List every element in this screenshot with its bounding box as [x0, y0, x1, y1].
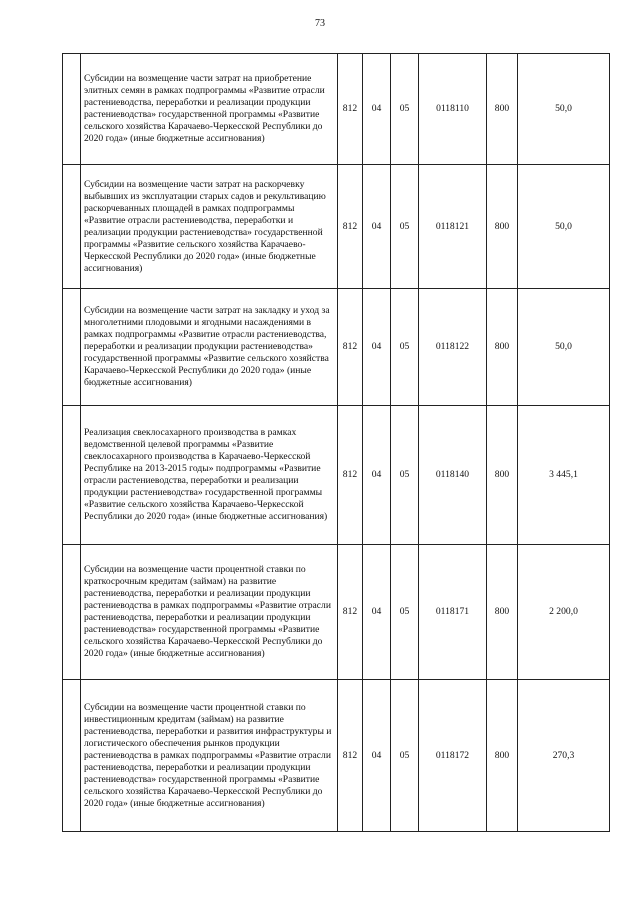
- table-row: [63, 289, 610, 406]
- section-code: 04: [363, 545, 391, 680]
- table-body: [63, 54, 610, 832]
- amount: 50,0: [518, 289, 610, 406]
- amount: 50,0: [518, 165, 610, 289]
- expense-type-code: 800: [487, 406, 518, 545]
- blank-cell: [63, 545, 81, 680]
- subsection-code: 05: [391, 406, 419, 545]
- expense-type-code: 800: [487, 54, 518, 165]
- table-row: [63, 545, 610, 680]
- expense-type-code: 800: [487, 165, 518, 289]
- target-article-code: 0118122: [419, 289, 487, 406]
- expense-description: Субсидии на возмещение части затрат на раскорчевку выбывших из эксплуатации старых садов и рекультивацию раскорчеванных площадей в рамках подпрограммы «Развитие отрасли растениеводства, переработки и реализации продукции растениеводства» государственной программы «Развитие сельского хозяйства Карачаево-Черкесской Республики до 2020 года» (иные бюджетные ассигнования): [81, 165, 338, 289]
- expense-description: Субсидии на возмещение части затрат на закладку и уход за многолетними плодовыми и ягодными насаждениями в рамках подпрограммы «Развитие отрасли растениеводства, переработки и реализации продукции растениеводства» государственной программы «Развитие сельского хозяйства Карачаево-Черкесской Республики до 2020 года» (иные бюджетные ассигнования): [81, 289, 338, 406]
- target-article-code: 0118140: [419, 406, 487, 545]
- section-code: 04: [363, 680, 391, 832]
- expense-description: Субсидии на возмещение части процентной ставки по инвестиционным кредитам (займам) на развитие растениеводства, переработки и развития инфраструктуры и логистического обеспечения рынков продукции растениеводства в рамках подпрограммы «Развитие отрасли растениеводства, переработки и реализации продукции растениеводства» государственной программы «Развитие сельского хозяйства Карачаево-Черкесской Республики до 2020 года» (иные бюджетные ассигнования): [81, 680, 338, 832]
- target-article-code: 0118110: [419, 54, 487, 165]
- target-article-code: 0118171: [419, 545, 487, 680]
- page-number: 73: [315, 18, 325, 29]
- expense-description: Субсидии на возмещение части процентной ставки по краткосрочным кредитам (займам) на развитие растениеводства, переработки и реализации продукции растениеводства в рамках подпрограммы «Развитие отрасли растениеводства, переработки и реализации продукции растениеводства» государственной программы «Развитие сельского хозяйства Карачаево-Черкесской Республики до 2020 года» (иные бюджетные ассигнования): [81, 545, 338, 680]
- subsection-code: 05: [391, 289, 419, 406]
- blank-cell: [63, 165, 81, 289]
- administrator-code: 812: [338, 680, 363, 832]
- administrator-code: 812: [338, 54, 363, 165]
- administrator-code: 812: [338, 289, 363, 406]
- expense-description: Реализация свеклосахарного производства в рамках ведомственной целевой программы «Развитие свеклосахарного производства в Карачаево-Черкесской Республике на 2013-2015 годы» подпрограммы «Развитие отрасли растениеводства, переработки и реализации продукции растениеводства» государственной программы «Развитие сельского хозяйства Карачаево-Черкесской Республики до 2020 года» (иные бюджетные ассигнования): [81, 406, 338, 545]
- subsection-code: 05: [391, 545, 419, 680]
- blank-cell: [63, 54, 81, 165]
- section-code: 04: [363, 54, 391, 165]
- blank-cell: [63, 680, 81, 832]
- expense-type-code: 800: [487, 545, 518, 680]
- blank-cell: [63, 406, 81, 545]
- budget-allocation-table: [62, 53, 610, 832]
- table-row: [63, 406, 610, 545]
- section-code: 04: [363, 165, 391, 289]
- blank-cell: [63, 289, 81, 406]
- expense-type-code: 800: [487, 289, 518, 406]
- table-row: [63, 680, 610, 832]
- amount: 50,0: [518, 54, 610, 165]
- table-row: [63, 54, 610, 165]
- amount: 2 200,0: [518, 545, 610, 680]
- target-article-code: 0118172: [419, 680, 487, 832]
- expense-type-code: 800: [487, 680, 518, 832]
- target-article-code: 0118121: [419, 165, 487, 289]
- subsection-code: 05: [391, 680, 419, 832]
- subsection-code: 05: [391, 165, 419, 289]
- section-code: 04: [363, 289, 391, 406]
- subsection-code: 05: [391, 54, 419, 165]
- amount: 3 445,1: [518, 406, 610, 545]
- administrator-code: 812: [338, 165, 363, 289]
- administrator-code: 812: [338, 545, 363, 680]
- table-row: [63, 165, 610, 289]
- expense-description: Субсидии на возмещение части затрат на приобретение элитных семян в рамках подпрограммы «Развитие отрасли растениеводства, переработки и реализации продукции растениеводства» государственной программы «Развитие сельского хозяйства Карачаево-Черкесской Республики до 2020 года» (иные бюджетные ассигнования): [81, 54, 338, 165]
- amount: 270,3: [518, 680, 610, 832]
- section-code: 04: [363, 406, 391, 545]
- administrator-code: 812: [338, 406, 363, 545]
